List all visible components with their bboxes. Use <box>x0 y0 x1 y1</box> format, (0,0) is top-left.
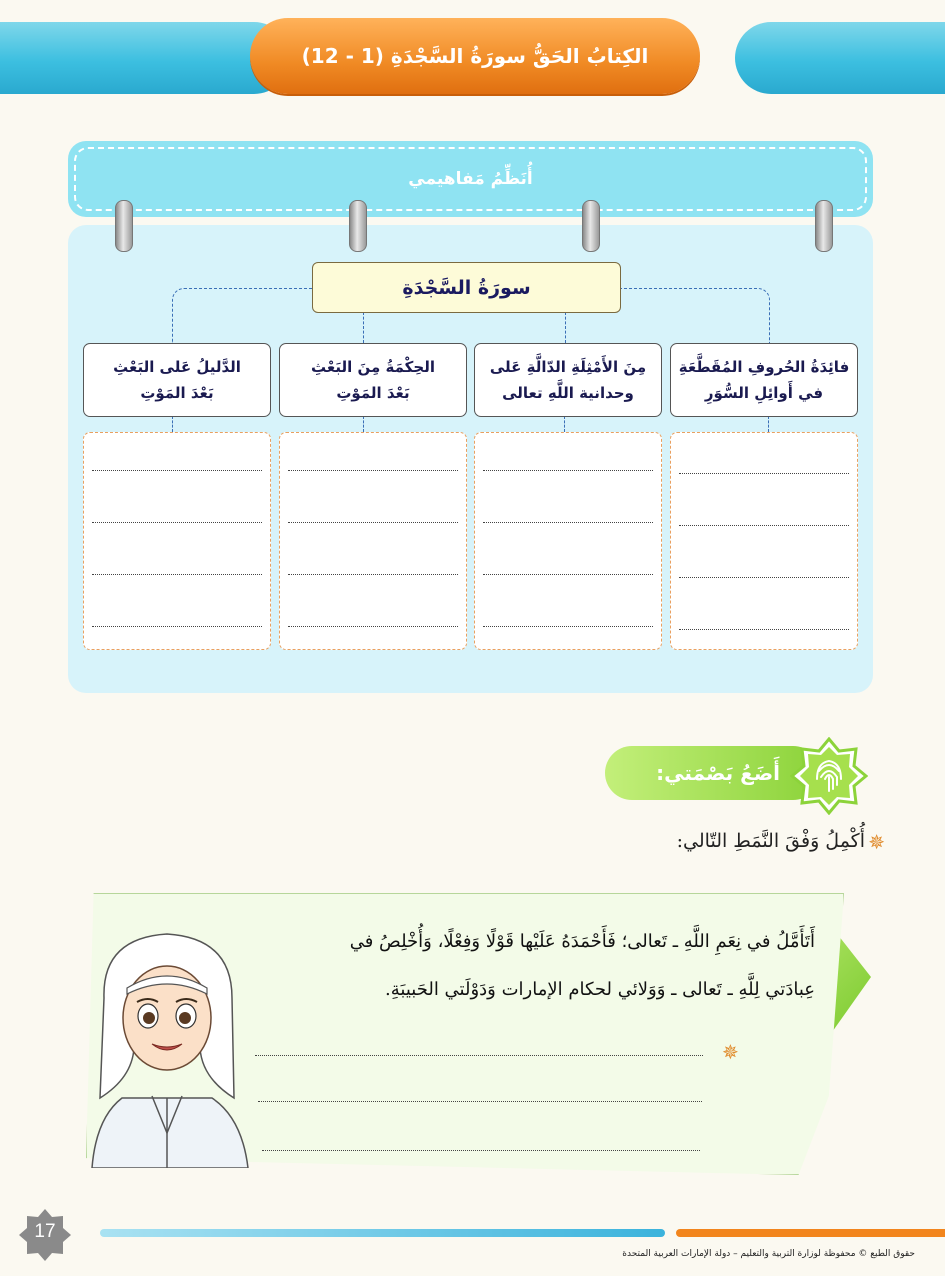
answer-box[interactable] <box>83 432 271 650</box>
answer-line[interactable] <box>483 470 653 471</box>
binder-ring-icon <box>815 200 833 252</box>
stamp-heading <box>605 746 820 800</box>
binder-ring-icon <box>115 200 133 252</box>
answer-line[interactable] <box>288 626 458 627</box>
write-line[interactable] <box>262 1150 700 1151</box>
topic-box <box>474 343 662 417</box>
connector-line <box>564 416 565 432</box>
answer-line[interactable] <box>288 522 458 523</box>
topic-line1: مِنَ الأَمْثِلَةِ الدّالَّةِ عَلى <box>489 357 647 376</box>
copyright-text: حقوق الطبع © محفوظة لوزارة التربية والتعليم – دولة الإمارات العربية المتحدة <box>622 1249 915 1259</box>
connector-line <box>363 416 364 432</box>
answer-line[interactable] <box>92 626 262 627</box>
write-line[interactable] <box>258 1101 702 1102</box>
footer-bar-orange <box>676 1229 945 1237</box>
answer-line[interactable] <box>483 522 653 523</box>
answer-line[interactable] <box>92 470 262 471</box>
sparkle-icon: ✵ <box>868 830 885 854</box>
reflection-text <box>295 918 815 1013</box>
concept-map-header <box>68 141 873 217</box>
topic-line2: في أَوائِلِ السُّوَرِ <box>704 384 824 402</box>
fingerprint-badge-icon <box>790 737 868 815</box>
header-band-right <box>735 22 945 94</box>
topic-line1: الدَّليلُ عَلى البَعْثِ <box>113 357 241 376</box>
page-number: 17 <box>34 1221 56 1242</box>
footer-bar-blue <box>100 1229 665 1237</box>
concept-root <box>312 262 621 313</box>
topic-box <box>83 343 271 417</box>
topic-line2: بَعْدَ المَوْتِ <box>140 384 214 402</box>
concept-map-title: أُنَظِّمُ مَفاهيمي <box>408 169 533 189</box>
topic-box <box>670 343 858 417</box>
answer-line[interactable] <box>483 626 653 627</box>
answer-line[interactable] <box>679 629 849 630</box>
topic-box <box>279 343 467 417</box>
lesson-title <box>250 18 700 94</box>
topic-line2: وحدانية اللَّهِ تعالى <box>502 384 634 402</box>
instruction-text: أُكْمِلُ وَفْقَ النَّمَطِ التّالي: <box>676 830 865 852</box>
reflection-line2: عِبادَتي لِلَّهِ ـ تَعالى ـ وَوَلائي لحكام الإمارات وَدَوْلَتي الحَبيبَةِ. <box>385 978 815 1000</box>
answer-box[interactable] <box>474 432 662 650</box>
answer-line[interactable] <box>92 574 262 575</box>
answer-line[interactable] <box>679 525 849 526</box>
answer-line[interactable] <box>92 522 262 523</box>
topic-line2: بَعْدَ المَوْتِ <box>336 384 410 402</box>
sparkle-icon: ✵ <box>722 1040 739 1064</box>
binder-ring-icon <box>349 200 367 252</box>
answer-line[interactable] <box>288 470 458 471</box>
topic-line1: الحِكْمَةُ مِنَ البَعْثِ <box>311 357 435 376</box>
answer-box[interactable] <box>670 432 858 650</box>
reflection-line1: أَتَأَمَّلُ في نِعَمِ اللَّهِ ـ تَعالى؛ فَأَحْمَدَهُ عَلَيْها قَوْلًا وَفِعْلًا، وَأُخْلِصُ في <box>349 931 815 952</box>
concept-root-label: سورَةُ السَّجْدَةِ <box>402 276 531 299</box>
binder-ring-icon <box>582 200 600 252</box>
answer-line[interactable] <box>679 577 849 578</box>
stamp-heading-label: أَضَعُ بَصْمَتي: <box>656 761 780 785</box>
student-illustration-icon <box>82 928 252 1168</box>
answer-line[interactable] <box>483 574 653 575</box>
write-line[interactable] <box>255 1055 703 1056</box>
answer-line[interactable] <box>679 473 849 474</box>
answer-line[interactable] <box>288 574 458 575</box>
header-band-left <box>0 22 290 94</box>
topic-line1: فائِدَةُ الحُروفِ المُقَطَّعَةِ <box>678 357 850 376</box>
answer-box[interactable] <box>279 432 467 650</box>
connector-line <box>363 312 566 343</box>
connector-line <box>768 416 769 432</box>
connector-line <box>172 416 173 432</box>
lesson-title-text: الكِتابُ الحَقُّ سورَةُ السَّجْدَةِ (1 - 12) <box>301 44 649 68</box>
